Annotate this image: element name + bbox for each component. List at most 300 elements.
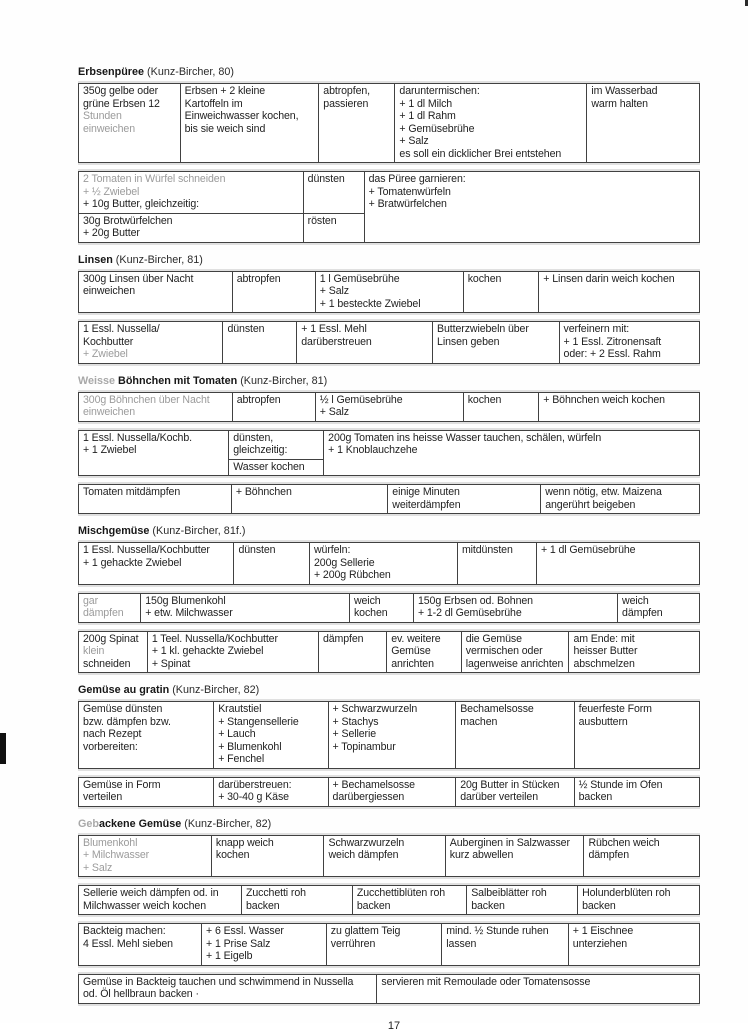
cell-line: Bechamelsosse	[460, 703, 534, 715]
cell-line: + Bechamelsosse	[332, 778, 415, 791]
table-cell	[297, 322, 433, 364]
recipe-table	[78, 321, 700, 364]
cell-line: + Stangensellerie	[218, 715, 299, 728]
cell-line: + 20g Butter	[83, 227, 140, 239]
cell-line: backen	[578, 791, 613, 803]
table-cell	[463, 271, 539, 313]
recipe-table	[78, 171, 700, 243]
cell-line: 2 Tomaten in Würfel schneiden	[83, 173, 226, 185]
cell-line: einweichen	[83, 285, 136, 297]
table-row	[79, 430, 700, 459]
cell-line: ½ l Gemüsebrühe	[319, 393, 403, 406]
cell-line: dämpfen	[83, 607, 124, 619]
section-source: (Kunz-Bircher, 81)	[240, 374, 328, 387]
table-cell	[442, 924, 569, 966]
cell-line: Krautstiel	[218, 703, 262, 715]
cell-line: passieren	[323, 97, 369, 110]
table-cell	[79, 702, 214, 769]
cell-line: 200g Tomaten ins heisse Wasser tauchen, schälen, würfeln	[328, 431, 602, 444]
cell-line: Zucchetti roh	[245, 887, 306, 899]
cell-line: backen	[245, 899, 280, 912]
cell-line: 350g gelbe oder	[83, 85, 159, 97]
cell-line: + 1 besteckte Zwiebel	[319, 297, 421, 310]
cell-line: abtropfen,	[323, 85, 370, 97]
cell-line: Gemüse	[391, 645, 431, 657]
table-cell	[79, 485, 232, 514]
table-cell	[231, 485, 387, 514]
cell-line: zu glattem Teig	[330, 925, 401, 937]
cell-line: verrühren	[330, 937, 376, 950]
table-cell	[349, 593, 413, 622]
table-cell	[234, 543, 310, 585]
cell-line: Rübchen weich	[588, 836, 660, 849]
cell-line: vermischen oder	[465, 645, 543, 657]
cell-line: + 1 Eigelb	[206, 950, 253, 962]
table-cell	[79, 593, 141, 622]
recipe-table	[78, 542, 700, 585]
cell-line: Backteig machen:	[83, 925, 166, 937]
cell-line: 30g Brotwürfelchen	[83, 214, 173, 227]
recipe-name: Weisse	[78, 374, 119, 387]
table-cell	[79, 271, 233, 313]
cell-line: Sellerie weich dämpfen od. in	[83, 887, 219, 899]
cell-line: mind. ½ Stunde ruhen	[446, 925, 549, 937]
recipe-table	[78, 271, 700, 314]
cell-line: schneiden	[83, 657, 131, 670]
cell-line: Schwarzwurzeln	[328, 836, 405, 849]
cell-line: verfeinern mit:	[563, 323, 630, 335]
table-cell	[584, 835, 700, 877]
table-row	[79, 777, 700, 806]
cell-line: + 1 dl Gemüsebrühe	[540, 544, 636, 556]
table-cell	[456, 777, 574, 806]
cell-line: es soll ein dicklicher Brei entstehen	[399, 147, 562, 160]
cell-line: darüberstreuen:	[218, 778, 292, 791]
table-cell	[326, 924, 442, 966]
table-cell	[318, 631, 386, 673]
table-cell	[315, 392, 463, 421]
cell-line: + etw. Milchwasser	[145, 607, 233, 619]
table-cell	[445, 835, 584, 877]
table-row	[79, 924, 700, 966]
table-cell	[328, 777, 456, 806]
cell-line: Gemüse in Form	[83, 778, 161, 791]
recipe-section	[78, 254, 700, 364]
cell-line: grüne Erbsen 12	[83, 97, 160, 110]
cell-line: + 10g Butter, gleichzeitig:	[83, 198, 199, 210]
table-cell	[79, 172, 304, 214]
cell-line: die Gemüse	[465, 632, 522, 645]
cell-line: + 30-40 g Käse	[218, 791, 289, 803]
table-cell	[303, 172, 364, 214]
cell-line: Kartoffeln im	[184, 97, 243, 110]
scan-artifact-bar	[0, 733, 6, 764]
cell-line: anrichten	[391, 657, 434, 670]
cell-line: servieren mit Remoulade oder Tomatensosse	[381, 975, 591, 988]
table-cell	[79, 886, 242, 915]
table-cell	[79, 430, 229, 476]
recipe-table	[78, 835, 700, 878]
recipe-section	[78, 684, 700, 807]
section-source: (Kunz-Bircher, 81f.)	[152, 525, 246, 537]
cell-line: backen	[356, 899, 391, 912]
table-row	[79, 702, 700, 769]
table-cell	[319, 84, 395, 163]
cell-line: weich	[622, 594, 649, 607]
cell-line: ½ Stunde im Ofen	[578, 778, 663, 791]
cell-line: feuerfeste Form	[578, 703, 652, 715]
table-row	[79, 84, 700, 163]
recipe-table	[78, 631, 700, 674]
recipe-table	[78, 701, 700, 769]
table-cell	[147, 631, 318, 673]
cell-line: wenn nötig, etw. Maizena	[545, 486, 662, 498]
table-cell	[232, 392, 315, 421]
cell-line: vorbereiten:	[83, 740, 138, 753]
cell-line: im Wasserbad	[591, 85, 658, 97]
cell-line: Wasser kochen	[233, 460, 305, 473]
recipe-table	[78, 392, 700, 422]
cell-line: am Ende: mit	[573, 632, 635, 645]
table-cell	[79, 924, 202, 966]
cell-line: Zucchettiblüten roh	[356, 887, 446, 899]
cell-line: + 1-2 dl Gemüsebrühe	[417, 607, 522, 619]
cell-line: ev. weitere	[391, 632, 441, 645]
table-cell	[229, 430, 324, 459]
table-row	[79, 593, 700, 622]
cell-line: mitdünsten	[461, 544, 513, 556]
cell-line: daruntermischen:	[399, 85, 480, 97]
table-cell	[352, 886, 466, 915]
table-cell	[328, 702, 456, 769]
cell-line: dünsten,	[233, 431, 274, 444]
cell-line: ausbuttern	[578, 715, 628, 728]
recipe-table	[78, 83, 700, 163]
recipe-section	[78, 525, 700, 673]
cell-line: + Salz	[399, 135, 429, 147]
recipe-name: Linsen	[78, 253, 113, 266]
recipe-content	[78, 0, 700, 1032]
section-title	[78, 525, 700, 538]
recipe-table	[78, 923, 700, 966]
cell-line: Blumenkohl	[83, 836, 138, 849]
cell-line: dämpfen	[322, 632, 364, 645]
cell-line: angerührt beigeben	[545, 498, 636, 511]
cell-line: lagenweise anrichten	[465, 657, 564, 670]
table-cell	[539, 392, 700, 421]
cell-line: einige Minuten	[392, 486, 460, 498]
recipe-name: ackene Gemüse	[99, 817, 182, 830]
table-cell	[79, 84, 181, 163]
cell-line: + Lauch	[218, 728, 256, 740]
table-row	[79, 485, 700, 514]
cell-line: + Böhnchen weich kochen	[543, 393, 665, 406]
recipe-table	[78, 484, 700, 514]
cell-line: gleichzeitig:	[233, 444, 288, 456]
table-cell	[574, 702, 699, 769]
cell-line: + Zwiebel	[83, 348, 128, 360]
cell-line: + Sellerie	[332, 728, 377, 740]
cell-line: + Fenchel	[218, 753, 265, 765]
table-cell	[569, 631, 700, 673]
cell-line: Gemüse dünsten	[83, 703, 163, 715]
recipe-table	[78, 974, 700, 1004]
table-cell	[141, 593, 350, 622]
recipe-name: Mischgemüse	[78, 525, 150, 537]
cell-line: gar	[83, 594, 99, 607]
cell-line: + Tomatenwürfeln	[368, 185, 451, 198]
cell-line: 150g Blumenkohl	[145, 594, 226, 607]
table-cell	[229, 459, 324, 476]
cell-line: abschmelzen	[573, 657, 635, 670]
section-title	[78, 375, 700, 388]
cell-line: darüber verteilen	[460, 791, 539, 803]
recipe-name: Erbsenpüree	[78, 66, 145, 78]
cell-line: + Topinambur	[332, 740, 396, 753]
cell-line: dünsten	[238, 544, 276, 556]
cell-line: + Salz	[83, 861, 113, 874]
cell-line: + Spinat	[151, 657, 191, 670]
table-cell	[536, 543, 699, 585]
table-cell	[79, 322, 223, 364]
cell-line: abtropfen	[236, 393, 281, 406]
cell-line: Stunden	[83, 110, 122, 122]
cell-line: + Schwarzwurzeln	[332, 703, 418, 715]
cell-line: + Gemüsebrühe	[399, 122, 475, 135]
table-cell	[618, 593, 700, 622]
table-cell	[214, 777, 328, 806]
table-cell	[457, 543, 536, 585]
cell-line: + 1 Prise Salz	[206, 937, 271, 950]
table-cell	[568, 924, 699, 966]
table-row	[79, 392, 700, 421]
recipe-table	[78, 430, 700, 477]
table-cell	[541, 485, 700, 514]
cell-line: 1 Teel. Nussella/Kochbutter	[151, 632, 278, 645]
cell-line: unterziehen	[572, 937, 628, 950]
cell-line: rösten	[307, 214, 337, 227]
cell-line: 20g Butter in Stücken	[460, 778, 560, 791]
cell-line: + Böhnchen	[235, 486, 292, 498]
section-source: (Kunz-Bircher, 82)	[172, 684, 260, 696]
table-cell	[539, 271, 700, 313]
section-title	[78, 66, 700, 79]
table-cell	[559, 322, 699, 364]
table-row	[79, 271, 700, 313]
cell-line: + 1 gehackte Zwiebel	[83, 556, 182, 569]
recipe-section	[78, 66, 700, 243]
cell-line: kochen	[467, 393, 502, 406]
cell-line: 1 l Gemüsebrühe	[319, 272, 400, 285]
recipe-section	[78, 818, 700, 1004]
section-source: (Kunz-Bircher, 81)	[115, 253, 203, 266]
cell-line: darüberstreuen	[301, 335, 372, 348]
cell-line: machen	[460, 715, 498, 728]
table-cell	[324, 835, 445, 877]
cell-line: + Blumenkohl	[218, 740, 282, 753]
cell-line: + ½ Zwiebel	[83, 185, 140, 198]
cell-line: Kochbutter	[83, 335, 134, 348]
cell-line: 1 Essl. Nussella/Kochbutter	[83, 544, 210, 556]
cell-line: kochen	[467, 272, 502, 285]
cell-line: lassen	[446, 937, 477, 950]
table-cell	[303, 213, 364, 242]
table-cell	[463, 392, 539, 421]
cell-line: Gemüse in Backteig tauchen und schwimmend in Nussella	[83, 975, 354, 988]
table-row	[79, 543, 700, 585]
cell-line: 300g Linsen über Nacht	[83, 272, 194, 285]
cell-line: einweichen	[83, 406, 136, 418]
cell-line: Auberginen in Salzwasser	[449, 836, 570, 849]
cell-line: 1 Essl. Nussella/Kochb.	[83, 431, 192, 444]
recipe-table	[78, 777, 700, 807]
recipe-name: Böhnchen mit Tomaten	[118, 374, 238, 387]
cell-line: + Stachys	[332, 715, 379, 728]
cell-line: + 1 Zwiebel	[83, 444, 137, 456]
section-title	[78, 254, 700, 267]
cell-line: kurz abwellen	[449, 849, 514, 861]
table-cell	[223, 322, 297, 364]
cell-line: 1 Essl. Nussella/	[83, 323, 160, 335]
cell-line: nach Rezept	[83, 728, 142, 740]
table-cell	[310, 543, 458, 585]
table-row	[79, 835, 700, 877]
table-cell	[578, 886, 700, 915]
cell-line: Butterzwiebeln über	[437, 323, 529, 335]
cell-line: 300g Böhnchen über Nacht	[83, 393, 210, 406]
table-cell	[467, 886, 578, 915]
cell-line: bis sie weich sind	[184, 122, 266, 135]
cell-line: Erbsen + 2 kleine	[184, 85, 266, 97]
cell-line: + 200g Rübchen	[314, 569, 391, 581]
table-cell	[79, 213, 304, 242]
cell-line: Salbeiblätter roh	[471, 887, 547, 899]
cell-line: dünsten	[307, 173, 345, 185]
table-cell	[211, 835, 324, 877]
section-source: (Kunz-Bircher, 80)	[147, 66, 235, 78]
table-cell	[433, 322, 560, 364]
table-cell	[79, 392, 233, 421]
cell-line: kochen	[353, 607, 388, 619]
cell-line: einweichen	[83, 122, 136, 135]
cell-line: bzw. dämpfen bzw.	[83, 715, 171, 728]
table-cell	[79, 777, 214, 806]
cell-line: heisser Butter	[573, 645, 638, 657]
table-cell	[574, 777, 699, 806]
cell-line: + 6 Essl. Wasser	[206, 925, 284, 937]
table-cell	[79, 543, 234, 585]
cell-line: Milchwasser weich kochen	[83, 899, 207, 912]
cell-line: Einweichwasser kochen,	[184, 110, 299, 122]
cell-line: Tomaten mitdämpfen	[83, 486, 181, 498]
section-source: (Kunz-Bircher, 82)	[184, 817, 272, 830]
cell-line: + 1 Essl. Mehl	[301, 323, 367, 335]
table-cell	[214, 702, 328, 769]
table-row	[79, 974, 700, 1003]
cell-line: backen	[582, 899, 616, 912]
cell-line: weich dämpfen	[328, 849, 399, 861]
cell-line: + Salz	[319, 406, 349, 418]
cell-line: dämpfen	[588, 849, 629, 861]
table-row	[79, 886, 700, 915]
table-cell	[387, 631, 462, 673]
cell-line: 150g Erbsen od. Bohnen	[417, 594, 533, 607]
cell-line: dünsten	[227, 323, 265, 335]
table-row	[79, 631, 700, 673]
recipe-name: Gemüse au gratin	[78, 684, 170, 696]
cell-line: + 1 kl. gehackte Zwiebel	[151, 645, 264, 657]
cell-line: 4 Essl. Mehl sieben	[83, 937, 173, 950]
table-cell	[79, 974, 377, 1003]
table-cell	[377, 974, 700, 1003]
table-cell	[388, 485, 541, 514]
cell-line: knapp weich	[215, 836, 274, 849]
cell-line: weich	[353, 594, 381, 607]
cell-line: + Bratwürfelchen	[368, 198, 447, 210]
cell-line: od. Öl hellbraun backen ·	[83, 988, 199, 1000]
table-cell	[461, 631, 569, 673]
cell-line: darübergiessen	[332, 791, 405, 803]
cell-line: 200g Spinat	[83, 632, 139, 645]
cell-line: oder: + 2 Essl. Rahm	[563, 348, 661, 360]
cell-line: verteilen	[83, 791, 123, 803]
table-row	[79, 172, 700, 214]
cell-line: das Püree garnieren:	[368, 173, 466, 185]
table-cell	[79, 835, 212, 877]
page-number: 17	[387, 1019, 401, 1032]
cell-line: + Salz	[319, 285, 349, 297]
cell-line: + Milchwasser	[83, 849, 150, 861]
table-cell	[324, 430, 700, 476]
cell-line: warm halten	[591, 97, 648, 110]
table-cell	[413, 593, 617, 622]
recipe-section	[78, 375, 700, 515]
section-title	[78, 818, 700, 831]
cell-line: würfeln:	[314, 544, 351, 556]
cell-line: abtropfen	[236, 272, 281, 285]
cell-line: Holunderblüten roh	[582, 887, 671, 899]
section-title	[78, 684, 700, 697]
cell-line: + 1 Essl. Zitronensaft	[563, 335, 662, 348]
cell-line: + 1 Eischnee	[572, 925, 634, 937]
table-cell	[364, 172, 699, 243]
cell-line: klein	[83, 645, 105, 657]
cell-line: weiterdämpfen	[392, 498, 461, 511]
cell-line: + 1 dl Milch	[399, 97, 453, 110]
table-cell	[202, 924, 327, 966]
table-cell	[395, 84, 587, 163]
cell-line: 200g Sellerie	[314, 556, 375, 569]
recipe-table	[78, 885, 700, 915]
table-cell	[232, 271, 315, 313]
table-cell	[315, 271, 463, 313]
table-row	[79, 322, 700, 364]
recipe-name: Geb	[78, 817, 99, 830]
cell-line: Linsen geben	[437, 335, 500, 348]
recipe-table	[78, 593, 700, 623]
table-cell	[587, 84, 700, 163]
cell-line: kochen	[215, 849, 250, 861]
table-cell	[79, 631, 148, 673]
table-cell	[456, 702, 574, 769]
cell-line: + Linsen darin weich kochen	[543, 272, 675, 285]
cell-line: backen	[471, 899, 505, 912]
table-cell	[241, 886, 352, 915]
cell-line: dämpfen	[622, 607, 663, 619]
cell-line: + 1 dl Rahm	[399, 110, 456, 122]
cell-line: + 1 Knoblauchzehe	[328, 444, 418, 456]
table-cell	[180, 84, 319, 163]
